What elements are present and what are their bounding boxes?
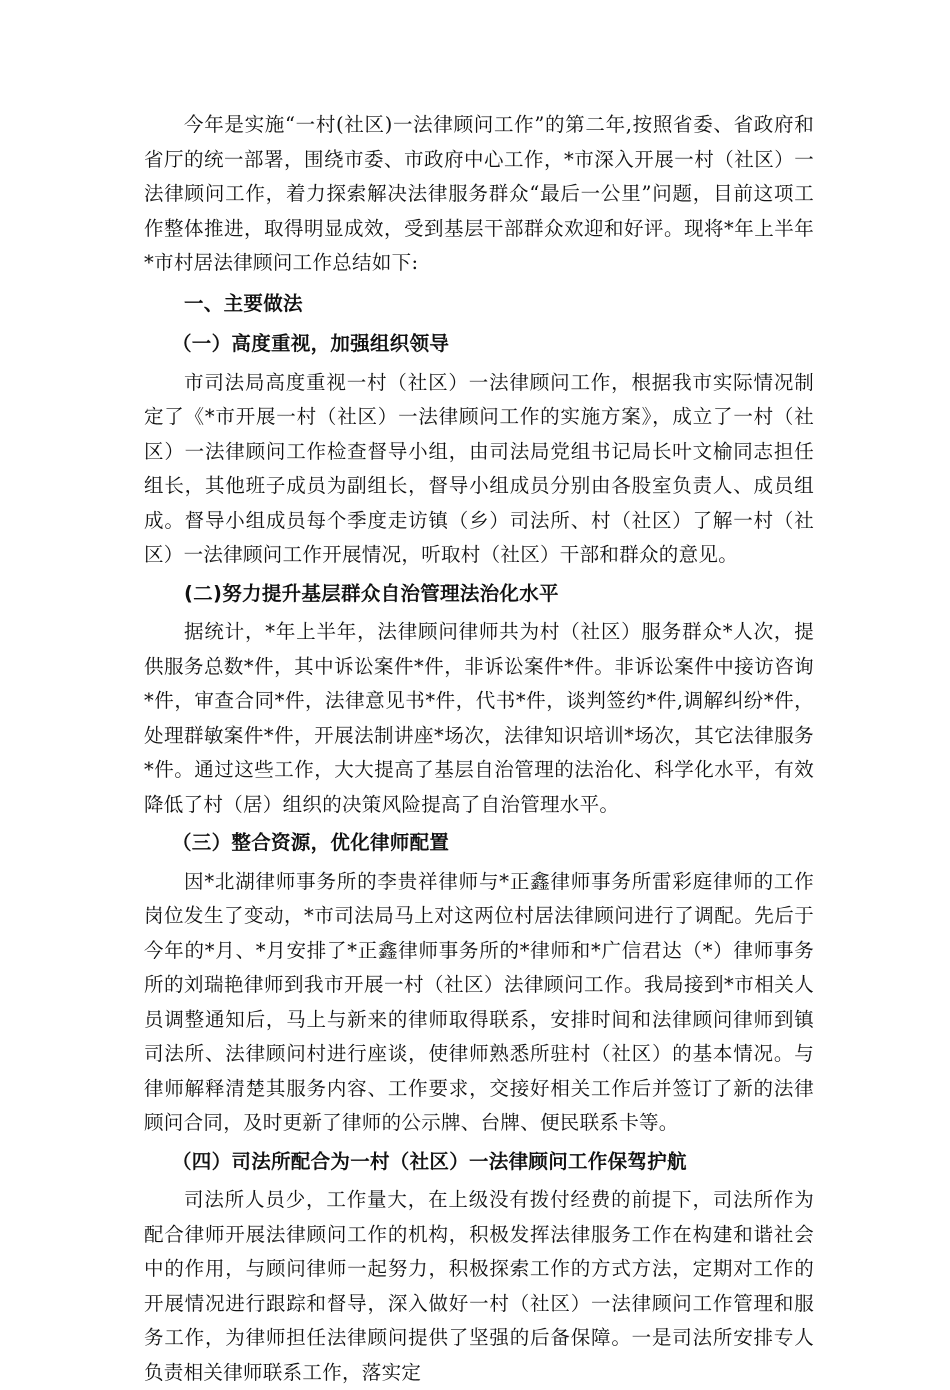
subsection-body-4: 司法所人员少，工作量大，在上级没有拨付经费的前提下，司法所作为配合律师开展法律顾问工作的机构，积极发挥法律服务工作在构建和谐社会中的作用，与顾问律师一起努力，积极探索工作的方式方法，定期对工作的开展情况进行跟踪和督导，深入做好一村（社区）一法律顾问工作管理和服务工作，为律师担任法律顾问提供了坚强的后备保障。一是司法所安排专人负责相关律师联系工作，落实定 xyxy=(144,1188,814,1384)
section-heading-main-practices: 一、主要做法 xyxy=(184,291,303,315)
subsection-body-2: 据统计，*年上半年，法律顾问律师共为村（社区）服务群众*人次，提供服务总数*件，其中诉讼案件*件，非诉讼案件*件。非诉讼案件中接访咨询*件，审查合同*件，法律意见书*件，代书*件，谈判签约*件,调解纠纷*件，处理群敏案件*件，开展法制讲座*场次，法律知识培训*场次，其它法律服务*件。通过这些工作，大大提高了基层自治管理的法治化、科学化水平，有效降低了村（居）组织的决策风险提高了自治管理水平。 xyxy=(144,620,814,816)
subsection-body-1: 市司法局高度重视一村（社区）一法律顾问工作，根据我市实际情况制定了《*市开展一村（社区）一法律顾问工作的实施方案》，成立了一村（社区）一法律顾问工作检查督导小组，由司法局党组书记局长叶文榆同志担任组长，其他班子成员为副组长，督导小组成员分别由各股室负责人、成员组成。督导小组成员每个季度走访镇（乡）司法所、村（社区）了解一村（社区）一法律顾问工作开展情况，听取村（社区）干部和群众的意见。 xyxy=(144,370,814,566)
subsection-body-3: 因*北湖律师事务所的李贵祥律师与*正鑫律师事务所雷彩庭律师的工作岗位发生了变动，*市司法局马上对这两位村居法律顾问进行了调配。先后于今年的*月、*月安排了*正鑫律师事务所的*律师和*广信君达（*）律师事务所的刘瑞艳律师到我市开展一村（社区）法律顾问工作。我局接到*市相关人员调整通知后，马上与新来的律师取得联系，安排时间和法律顾问律师到镇司法所、法律顾问村进行座谈，使律师熟悉所驻村（社区）的基本情况。与律师解释清楚其服务内容、工作要求，交接好相关工作后并签订了新的法律顾问合同，及时更新了律师的公示牌、台牌、便民联系卡等。 xyxy=(144,869,814,1134)
document-page xyxy=(144,108,814,1390)
subsection-title-2: (二)努力提升基层群众自治管理法治化水平 xyxy=(184,581,559,605)
intro-paragraph: 今年是实施“一村(社区)一法律顾问工作”的第二年,按照省委、省政府和省厅的统一部署，围绕市委、市政府中心工作，*市深入开展一村（社区）一法律顾问工作，着力探索解决法律服务群众“最后一公里”问题，目前这项工作整体推进，取得明显成效，受到基层干部群众欢迎和好评。现将*年上半年*市村居法律顾问工作总结如下: xyxy=(144,113,814,274)
subsection-title-3: （三）整合资源，优化律师配置 xyxy=(172,831,450,854)
subsection-title-4: （四）司法所配合为一村（社区）一法律顾问工作保驾护航 xyxy=(172,1149,687,1173)
subsection-title-1: （一）高度重视，加强组织领导 xyxy=(172,332,450,355)
